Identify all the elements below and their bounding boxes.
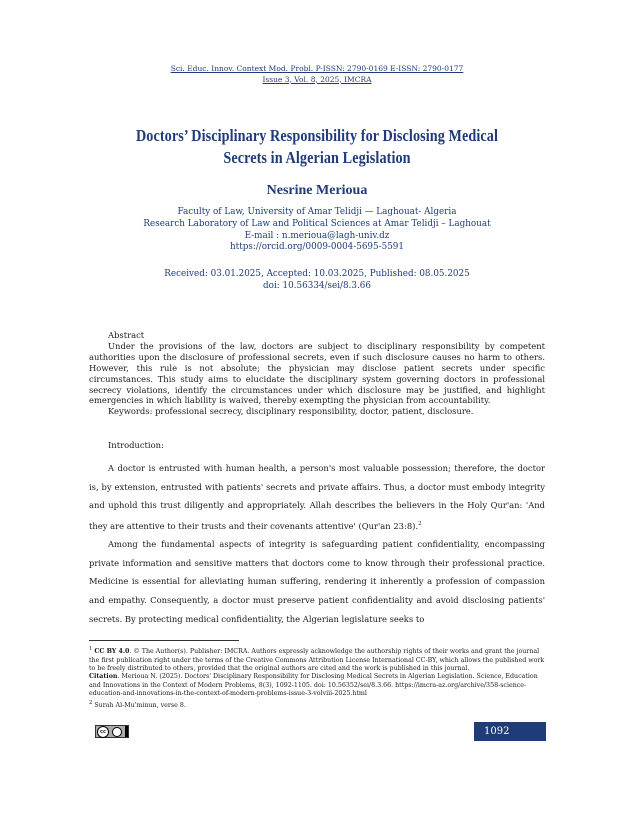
affiliation-faculty: Faculty of Law, University of Amar Telidji — Laghouat- Algeria bbox=[177, 207, 457, 217]
attribution-icon bbox=[112, 727, 122, 737]
footnote-1-mark: 1 bbox=[89, 646, 93, 652]
footnote-divider bbox=[89, 640, 239, 641]
intro-paragraph-2: Among the fundamental aspects of integrity is safeguarding patient confidentiality, encompassing private information and sensitive matters that doctors come to know through their professional practice. Medicine is essential for alleviating human suffering, rendering it inherently a profession of compassion and empathy. Consequently, a doctor must preserve patient confidentiality and avoid disclosing patients' secrets. By protecting medical confidentiality, the Algerian legislature seeks to bbox=[89, 539, 545, 624]
journal-issue-link[interactable]: Issue 3, Vol. 8, 2025, IMCRA bbox=[262, 74, 372, 84]
author-orcid[interactable]: https://orcid.org/0009-0004-5695-5591 bbox=[229, 242, 404, 253]
footnote-2-text: Surah Al-Mu'minun, verse 8. bbox=[94, 701, 186, 709]
citation bbox=[89, 673, 545, 698]
keywords: Keywords: professional secrecy, disciplinary responsibility, doctor, patient, disclosure. bbox=[108, 406, 474, 417]
author-affiliation bbox=[0, 207, 634, 254]
abstract-heading: Abstract bbox=[108, 330, 145, 340]
license-text: . © The Author(s). Publisher: IMCRA. Authors expressly acknowledge the authorship rights of their works and grant the journal the first publication right under the terms of the Creative Commons Attribution License International CC-BY, which allows the published work to be freely distributed to others, provided that the original authors are cited and the work is published in this journal. bbox=[89, 648, 545, 672]
footnote-1 bbox=[89, 645, 545, 673]
footnote-2-mark: 2 bbox=[89, 699, 93, 706]
introduction-body bbox=[89, 459, 545, 628]
footnote-2 bbox=[89, 699, 545, 711]
doi-line[interactable]: doi: 10.56334/sei/8.3.66 bbox=[263, 280, 371, 291]
license-label: CC BY 4.0 bbox=[94, 648, 130, 656]
journal-issn-link[interactable]: Sci. Educ. Innov. Context Mod. Probl. P-ISSN: 2790-0169 E-ISSN: 2790-0177 bbox=[170, 64, 464, 73]
journal-header bbox=[0, 64, 634, 85]
publication-dates bbox=[0, 269, 634, 293]
author-email[interactable]: E-mail : n.merioua@lagh-univ.dz bbox=[244, 230, 390, 241]
abstract-section bbox=[89, 330, 545, 417]
affiliation-laboratory: Research Laboratory of Law and Political Sciences at Amar Telidji – Laghouat bbox=[143, 218, 491, 229]
footnote-ref-2[interactable]: 2 bbox=[418, 520, 422, 527]
citation-label: Citation bbox=[89, 673, 118, 681]
intro-paragraph-1-text: A doctor is entrusted with human health, a person's most valuable possession; therefore, the doctor is, by extension, entrusted with patients' secrets and private affairs. Thus, a doctor must embody integrity and uphold this trust diligently and appropriately. Allah describes the believers in the Holy Qur'an: 'And they are attentive to their trusts and their covenants attentive' (Qur'an 23:8). bbox=[89, 463, 545, 531]
dates-line: Received: 03.01.2025, Accepted: 10.03.2025, Published: 08.05.2025 bbox=[164, 269, 470, 279]
footnotes bbox=[89, 645, 545, 710]
badge-dark-segment bbox=[125, 726, 128, 737]
intro-paragraph-1 bbox=[89, 459, 545, 535]
cc-logo-icon: cc bbox=[97, 726, 109, 738]
author-name: Nesrine Merioua bbox=[266, 183, 368, 198]
abstract-text bbox=[89, 341, 545, 406]
cc-by-icon[interactable] bbox=[95, 725, 129, 738]
paper-title: Doctors’ Disciplinary Responsibility for Disclosing Medical Secrets in Algerian Legislation bbox=[135, 126, 499, 167]
introduction-heading: Introduction: bbox=[108, 440, 164, 450]
abstract-body: Under the provisions of the law, doctors are subject to disciplinary responsibility by competent authorities upon the disclosure of professional secrets, even if such disclosure causes no harm to others. However, this rule is not absolute; the physician may disclose patient secrets under specific circumstances. This study aims to elucidate the disciplinary system governing doctors in professional secrecy violations, identify the circumstances under which disclosure may be justified, and highlight emergencies in which liability is waived, thereby exempting the physician from accountability. bbox=[89, 340, 545, 406]
citation-text: . Merioua N. (2025). Doctors' Disciplinary Responsibility for Disclosing Medical Secrets in Algerian Legislation. Science, Education and Innovations in the Context of Modern Problems, 8(3), 1092-1105. doi: 10.56352/sei/8.3.66. https://imcra-az.org/archive/358-science-education-and-innovations-in-the-context-of-modern-problems-issue-3-volviii-2025.html bbox=[89, 673, 538, 698]
page-number: 1092 bbox=[474, 722, 546, 741]
